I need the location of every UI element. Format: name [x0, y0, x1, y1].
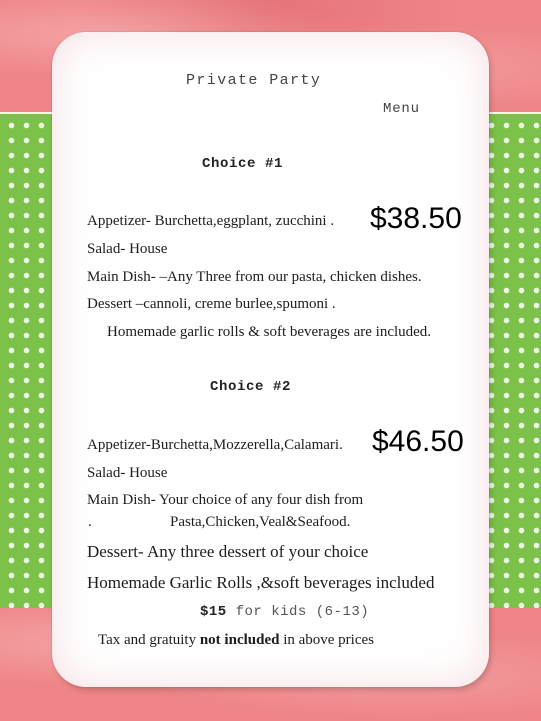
choice2-note: Homemade Garlic Rolls ,&soft beverages included: [87, 573, 435, 592]
choice2-main-bullet: .: [88, 514, 92, 530]
tax-before: Tax and gratuity: [98, 632, 200, 648]
choice2-heading: Choice #2: [210, 379, 292, 395]
choice1-price: $38.50: [370, 202, 462, 235]
tax-after: in above prices: [279, 632, 375, 648]
choice1-note: Homemade garlic rolls & soft beverages are included.: [107, 324, 432, 340]
choice1-dessert: Dessert –cannoli, creme burlee,spumoni .: [87, 296, 336, 312]
choice2-dessert: Dessert- Any three dessert of your choice: [87, 542, 369, 561]
choice2-main-cont: Pasta,Chicken,Veal&Seafood.: [170, 514, 351, 530]
kids-text: for kids (6-13): [235, 604, 370, 620]
choice2-salad: Salad- House: [87, 465, 168, 481]
choice1-salad: Salad- House: [87, 241, 168, 257]
choice1-heading: Choice #1: [202, 156, 284, 172]
menu-label: Menu: [383, 101, 420, 117]
choice2-appetizer: Appetizer-Burchetta,Mozzerella,Calamari.: [87, 437, 343, 453]
kids-price: $15: [200, 604, 227, 620]
choice2-main: Main Dish- Your choice of any four dish from: [87, 492, 364, 508]
kids-pricing: [200, 604, 369, 620]
choice1-main: Main Dish- –Any Three from our pasta, chicken dishes.: [87, 269, 422, 285]
page-title: Private Party: [186, 72, 322, 89]
choice2-price: $46.50: [372, 425, 464, 458]
choice1-appetizer: Appetizer- Burchetta,eggplant, zucchini .: [87, 213, 335, 229]
tax-bold: not included: [199, 632, 280, 648]
tax-note: [98, 632, 374, 649]
